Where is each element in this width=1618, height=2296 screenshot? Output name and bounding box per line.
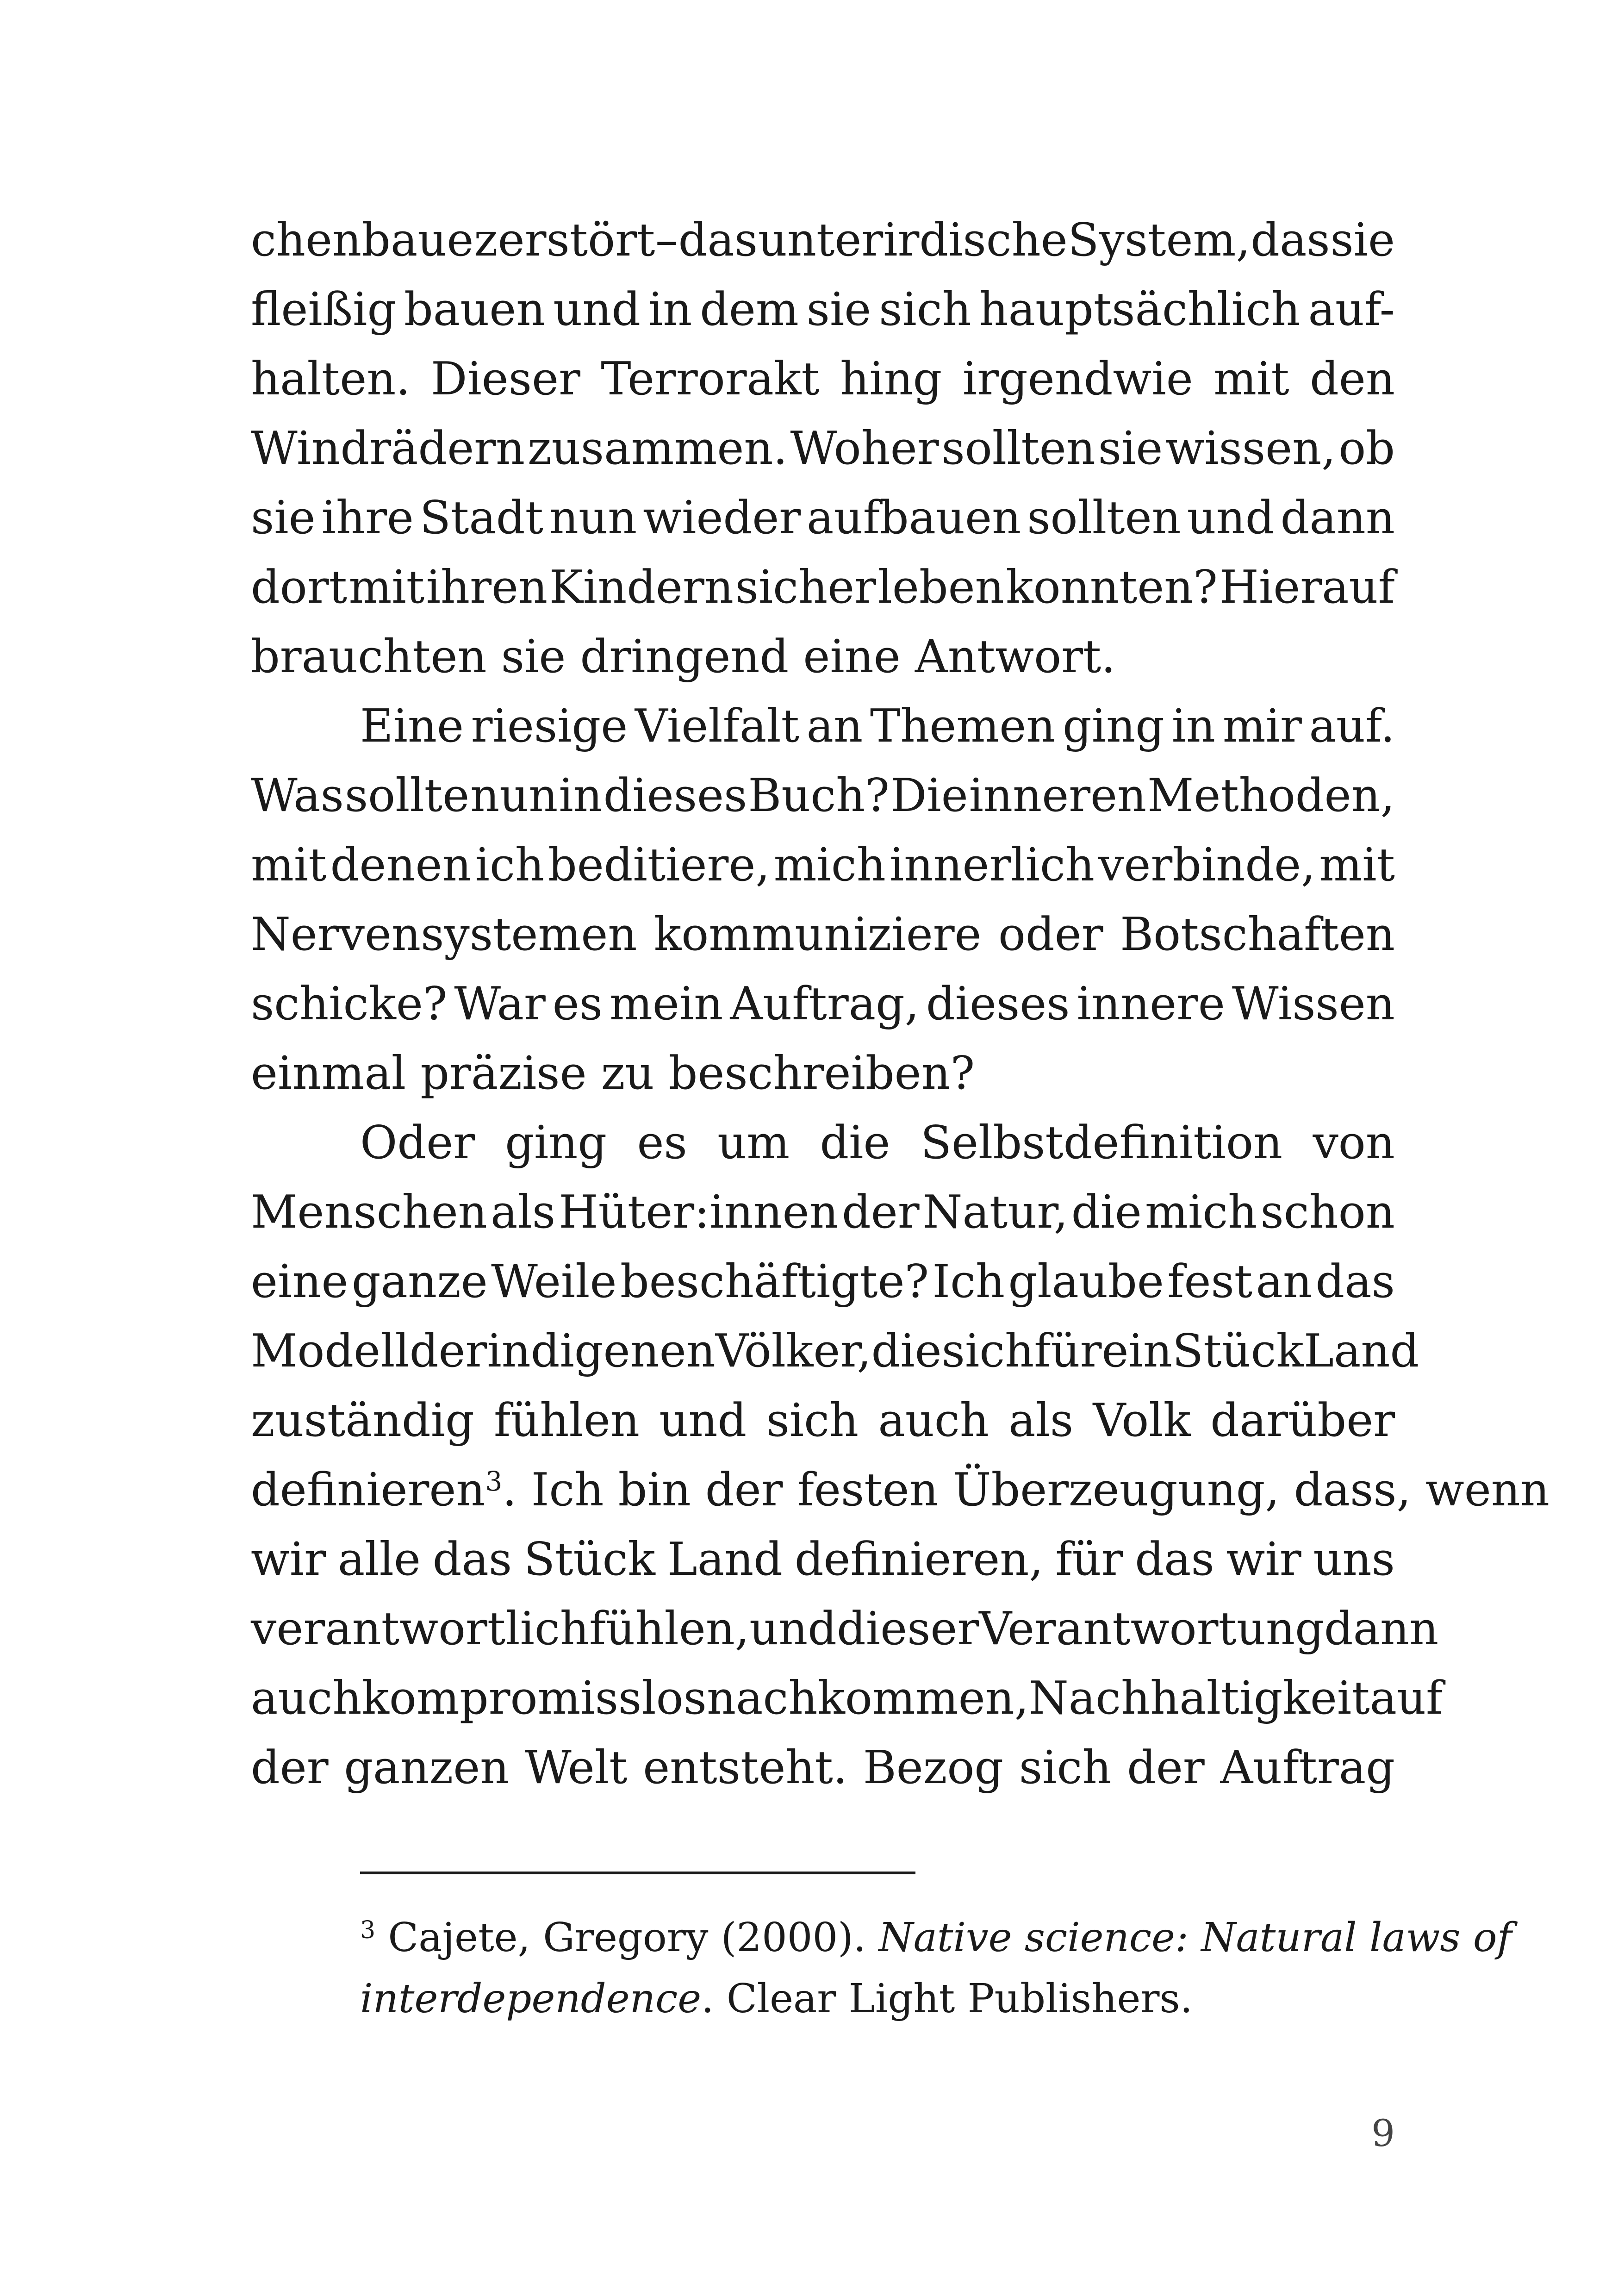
word: auch [878,1394,989,1447]
footnote-line [360,1968,1395,2029]
word: halten. [251,353,411,406]
word: sollte [344,769,470,822]
word: sollten [1027,492,1181,544]
text-line: brauchten sie dringend eine Antwort. [251,630,1116,683]
word: das [1315,1255,1395,1308]
word: alle [337,1533,421,1586]
word: oder [998,908,1103,961]
word: Woher [790,422,939,475]
footnote-marker: 3 [360,1916,376,1944]
word: Dieser [430,353,580,406]
word: in [1171,700,1216,753]
word: der [251,1741,329,1794]
text-line [251,1733,1395,1803]
word: mit [348,561,425,614]
text-line [251,1386,1395,1455]
word: Weile [491,1255,617,1308]
word: Auftrag, [730,978,920,1030]
word: bauen [404,283,546,336]
word: ich [475,839,545,892]
word: sich [941,1325,1034,1378]
word: schicke? [251,978,448,1030]
word: in [559,769,603,822]
word: beditiere, [548,839,770,892]
word: darüber [1210,1394,1395,1447]
word: dort [251,561,347,614]
word: Hüter:innen [559,1186,839,1239]
word: sicher [735,561,877,614]
word: auf- [1308,283,1395,336]
word: Welt [525,1741,628,1794]
word: Verantwortung [979,1603,1324,1655]
word: Bezog [863,1741,1004,1794]
text-segment: . Ich bin der festen Überzeugung, dass, wenn [502,1464,1550,1516]
text-line [251,761,1395,830]
word: Buch? [748,769,890,822]
word: auf [1369,1672,1443,1725]
word: wissen, [1165,422,1336,475]
word: Selbstdefinition [920,1117,1283,1169]
word: die [1071,1186,1142,1239]
word: leben [877,561,1004,614]
word: sie [251,492,316,544]
word: zuständig [251,1394,474,1447]
word: War [454,978,546,1030]
word: sie [1098,422,1163,475]
text-line [251,206,1395,275]
word: chenbaue [251,214,474,267]
word: ihre [321,492,414,544]
word: konnten? [1006,561,1218,614]
word: fest [1167,1255,1253,1308]
text-segment: definieren [251,1464,485,1516]
word: Methoden, [1147,769,1395,822]
word: definieren, [794,1533,1044,1586]
word: dieses [603,769,747,822]
word: Nachhaltigkeit [1029,1672,1370,1725]
word: ging [505,1117,607,1169]
word: – [655,214,678,267]
word: aufbauen [807,492,1021,544]
word: als [491,1186,556,1239]
word: Land [1303,1325,1419,1378]
text-line [251,553,1395,622]
word: als [1008,1394,1074,1447]
word: Nervensystemen [251,908,637,961]
word: dem [700,283,799,336]
word: an [1256,1255,1313,1308]
word: das [1135,1533,1214,1586]
word: Land [667,1533,783,1586]
footnote-title: Native science: Natural laws of [878,1915,1512,1961]
word: Botschaften [1120,908,1395,961]
word: der [1127,1741,1205,1794]
word: Windrädern [251,422,525,475]
text-line [251,344,1395,414]
word: eine [251,1255,348,1308]
word: Stück [1172,1325,1304,1378]
word: Stadt [419,492,543,544]
word: sollten [941,422,1095,475]
word: Stück [523,1533,655,1586]
word: irgendwie [962,353,1193,406]
word: und [659,1394,747,1447]
word: Die [890,769,968,822]
word: der [841,1186,920,1239]
word: die [871,1325,942,1378]
text-line-with-footnote-ref [251,1455,1550,1525]
text-line [251,414,1395,483]
footnote-divider [360,1872,915,1874]
text-line [251,1108,1395,1178]
word: dann [1280,492,1395,544]
word: ganzen [344,1741,510,1794]
body-text [251,206,1550,1803]
word: wieder [643,492,801,544]
word: Terrorakt [601,353,820,406]
footnote-publisher: . Clear Light Publishers. [701,1976,1193,2022]
word: und [553,283,641,336]
word: sich [1019,1741,1112,1794]
word: für [1055,1533,1123,1586]
word: Hierauf [1219,561,1395,614]
word: nun [470,769,558,822]
word: fühlen, [589,1603,750,1655]
word: und [749,1603,837,1655]
word: für [1034,1325,1102,1378]
word: mich [1145,1186,1257,1239]
word: verbinde, [1098,839,1316,892]
word: nachkommen, [706,1672,1029,1725]
footnote [360,1907,1512,2029]
word: kompromisslos [361,1672,707,1725]
word: riesige [471,700,628,753]
word: innere [1077,978,1225,1030]
word: mir [1222,700,1302,753]
word: wir [251,1533,326,1586]
word: das [1251,214,1330,267]
text-line [251,830,1395,900]
word: innerlich [889,839,1095,892]
text-line [251,1178,1395,1247]
word: zusammen. [528,422,788,475]
word: von [1313,1117,1395,1169]
word: nun [549,492,637,544]
text-line [251,1594,1439,1664]
word: Natur, [922,1186,1068,1239]
word: den [1310,353,1395,406]
word: ganze [351,1255,488,1308]
text-line [251,1525,1395,1594]
word: Themen [870,700,1056,753]
word: es [637,1117,687,1169]
word: schon [1260,1186,1395,1239]
word: wir [1226,1533,1301,1586]
word: zerstört [474,214,655,267]
word: Was [251,769,344,822]
word: und [1187,492,1275,544]
word: glaube [1008,1255,1164,1308]
text-line [251,1247,1395,1316]
footnote-reference[interactable]: 3 [485,1466,503,1497]
text-line [251,275,1395,344]
page-number: 9 [1371,2112,1395,2155]
text-line [251,969,1395,1039]
word: Vielfalt [635,700,799,753]
footnote-line [360,1907,1512,1968]
word: ging [1063,700,1164,753]
word: fleißig [251,283,397,336]
word: auch [251,1672,362,1725]
word: es [552,978,603,1030]
word: an [806,700,863,753]
word: Volk [1093,1394,1191,1447]
word: das [432,1533,512,1586]
word: hing [840,353,942,406]
text-line [251,1316,1419,1386]
word: Völker, [715,1325,871,1378]
word: Kindern [549,561,734,614]
word: mit [1214,353,1289,406]
word: ob [1338,422,1395,475]
text-line: einmal präzise zu beschreiben? [251,1047,975,1100]
word: Auftrag [1220,1741,1395,1794]
word: unterirdische [758,214,1068,267]
word: das [678,214,758,267]
word: Menschen [251,1186,487,1239]
word: Wissen [1232,978,1395,1030]
word: mich [773,839,886,892]
word: mit [251,839,327,892]
word: Oder [360,1117,475,1169]
word: mein [610,978,723,1030]
word: sie [1330,214,1395,267]
word: der [409,1325,487,1378]
word: indigenen [487,1325,716,1378]
word: ihren [426,561,548,614]
word: Eine [360,700,464,753]
word: dann [1324,1603,1439,1655]
word: Ich [932,1255,1005,1308]
word: denen [330,839,472,892]
word: dieser [837,1603,979,1655]
word: fühlen [494,1394,640,1447]
word: beschäftigte? [620,1255,929,1308]
word: entsteht. [643,1741,848,1794]
word: verantwortlich [251,1603,589,1655]
word: auf. [1309,700,1395,753]
word: hauptsächlich [979,283,1301,336]
text-line [251,1664,1443,1733]
word: inneren [969,769,1147,822]
word: kommuniziere [653,908,982,961]
footnote-author: Cajete, Gregory (2000). [375,1915,879,1961]
word: die [820,1117,890,1169]
text-line [251,692,1395,761]
word: uns [1313,1533,1395,1586]
word: um [717,1117,790,1169]
word: ein [1101,1325,1172,1378]
text-line [251,483,1395,553]
word: mit [1319,839,1395,892]
footnote-title-cont: interdependence [360,1976,702,2022]
word: Modell [251,1325,410,1378]
word: sich [766,1394,859,1447]
text-line [251,900,1395,969]
word: System, [1068,214,1251,267]
word: sie [806,283,871,336]
word: sich [879,283,971,336]
word: dieses [926,978,1070,1030]
word: in [648,283,692,336]
